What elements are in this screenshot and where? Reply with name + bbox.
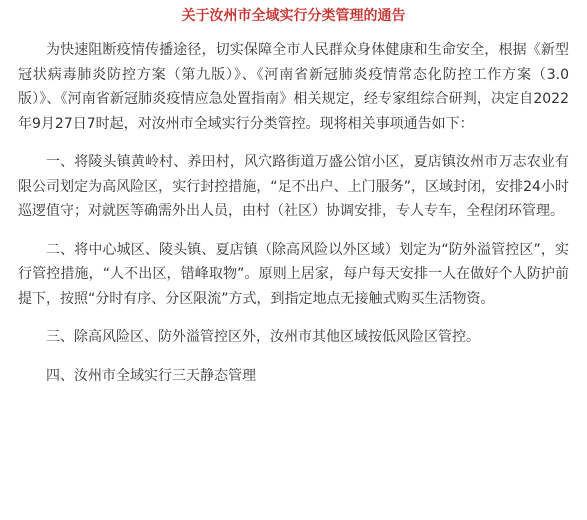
item-4-paragraph: 四、汝州市全域实行三天静态管理	[46, 367, 256, 384]
intro-paragraph: 为快速阻断疫情传播途径，切实保障全市人民群众身体健康和生命安全，根据《新型冠状病毒肺炎防控方案（第九版）》、《河南省新冠肺炎疫情常态化防控工作方案（3.0版）》、《河南省新冠肺炎疫情应急处置指南》相关规定，经专家组综合研判，决定自2022年9月27日7时起，对汝州市全域实行分类管控。现将相关事项通告如下：	[18, 42, 569, 132]
notice-title: 关于汝州市全域实行分类管理的通告	[181, 8, 406, 24]
item-3-paragraph: 三、除高风险区、防外溢管控区外，汝州市其他区域按低风险区管控。	[46, 329, 480, 345]
item-1-paragraph: 一、将陵头镇黄岭村、养田村，风穴路街道万盛公馆小区，夏店镇汝州市万志农业有限公司划定为高风险区，实行封控措施，“足不出户、上门服务”，区域封闭，安排24小时巡逻值守；对就医等确需外出人员，由村（社区）协调安排，专人专车，全程闭环管理。	[18, 154, 569, 219]
item-2-paragraph: 二、将中心城区、陵头镇、夏店镇（除高风险以外区域）划定为“防外溢管控区”，实行管控措施，“人不出区，错峰取物”。原则上居家，每户每天安排一人在做好个人防护前提下，按照“分时有序、分区限流”方式，到指定地点无接触式购买生活物资。	[18, 241, 569, 307]
